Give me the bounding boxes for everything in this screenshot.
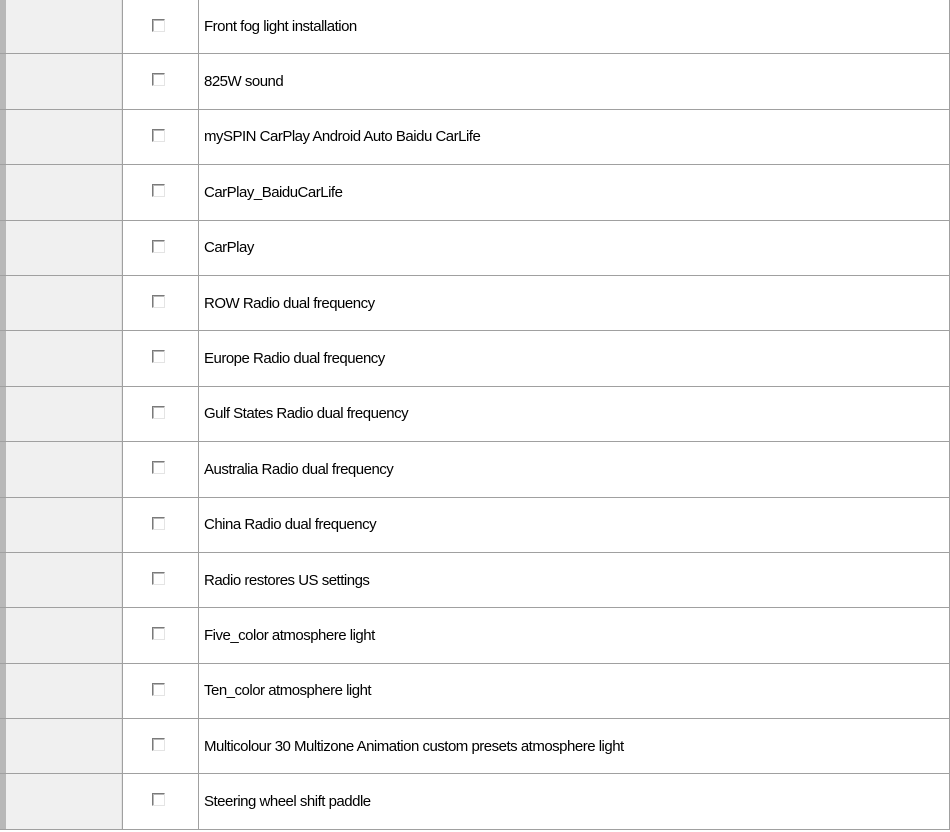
row-header[interactable] <box>0 165 123 219</box>
table-row[interactable] <box>0 608 950 663</box>
table-row[interactable] <box>0 498 950 553</box>
checkbox[interactable] <box>152 240 165 253</box>
checkbox-cell[interactable] <box>123 165 199 219</box>
table-row[interactable] <box>0 276 950 331</box>
checkbox[interactable] <box>152 461 165 474</box>
checkbox[interactable] <box>152 406 165 419</box>
row-header[interactable] <box>0 221 123 275</box>
checkbox-cell[interactable] <box>123 442 199 496</box>
checkbox[interactable] <box>152 129 165 142</box>
checkbox-cell[interactable] <box>123 498 199 552</box>
row-header[interactable] <box>0 719 123 773</box>
checkbox[interactable] <box>152 738 165 751</box>
row-header[interactable] <box>0 0 123 53</box>
table-row[interactable] <box>0 0 950 54</box>
checkbox-cell[interactable] <box>123 221 199 275</box>
checkbox[interactable] <box>152 184 165 197</box>
table-row[interactable] <box>0 54 950 109</box>
table-row[interactable] <box>0 331 950 386</box>
checkbox-cell[interactable] <box>123 664 199 718</box>
checkbox[interactable] <box>152 793 165 806</box>
checkbox[interactable] <box>152 517 165 530</box>
row-header[interactable] <box>0 774 123 828</box>
row-header[interactable] <box>0 553 123 607</box>
option-label: 825W sound <box>199 54 950 108</box>
row-header[interactable] <box>0 498 123 552</box>
option-label: mySPIN CarPlay Android Auto Baidu CarLife <box>199 110 950 164</box>
checkbox-cell[interactable] <box>123 276 199 330</box>
table-row[interactable] <box>0 442 950 497</box>
table-row[interactable] <box>0 165 950 220</box>
table-row[interactable] <box>0 774 950 829</box>
table-row[interactable] <box>0 553 950 608</box>
checkbox[interactable] <box>152 627 165 640</box>
checkbox-cell[interactable] <box>123 774 199 828</box>
checkbox[interactable] <box>152 683 165 696</box>
row-header[interactable] <box>0 442 123 496</box>
option-label: Multicolour 30 Multizone Animation custom presets atmosphere light <box>199 719 950 773</box>
row-header[interactable] <box>0 664 123 718</box>
checkbox-cell[interactable] <box>123 110 199 164</box>
checkbox[interactable] <box>152 19 165 32</box>
option-label: Front fog light installation <box>199 0 950 53</box>
option-label: Five_color atmosphere light <box>199 608 950 662</box>
row-header[interactable] <box>0 54 123 108</box>
row-header[interactable] <box>0 387 123 441</box>
option-label: Australia Radio dual frequency <box>199 442 950 496</box>
option-label: Radio restores US settings <box>199 553 950 607</box>
row-header[interactable] <box>0 110 123 164</box>
checkbox[interactable] <box>152 295 165 308</box>
table-row[interactable] <box>0 110 950 165</box>
checkbox-cell[interactable] <box>123 387 199 441</box>
table-row[interactable] <box>0 221 950 276</box>
option-label: Ten_color atmosphere light <box>199 664 950 718</box>
checkbox-cell[interactable] <box>123 0 199 53</box>
table-row[interactable] <box>0 664 950 719</box>
option-label: ROW Radio dual frequency <box>199 276 950 330</box>
row-header[interactable] <box>0 276 123 330</box>
checkbox[interactable] <box>152 73 165 86</box>
option-label: Gulf States Radio dual frequency <box>199 387 950 441</box>
table-row[interactable] <box>0 387 950 442</box>
checkbox[interactable] <box>152 350 165 363</box>
checkbox-cell[interactable] <box>123 719 199 773</box>
table-row[interactable] <box>0 719 950 774</box>
checkbox-cell[interactable] <box>123 608 199 662</box>
checkbox-cell[interactable] <box>123 331 199 385</box>
option-label: Europe Radio dual frequency <box>199 331 950 385</box>
checkbox-cell[interactable] <box>123 553 199 607</box>
option-label: Steering wheel shift paddle <box>199 774 950 828</box>
option-label: CarPlay_BaiduCarLife <box>199 165 950 219</box>
option-label: China Radio dual frequency <box>199 498 950 552</box>
row-header[interactable] <box>0 608 123 662</box>
checkbox[interactable] <box>152 572 165 585</box>
option-label: CarPlay <box>199 221 950 275</box>
checkbox-cell[interactable] <box>123 54 199 108</box>
row-header[interactable] <box>0 331 123 385</box>
